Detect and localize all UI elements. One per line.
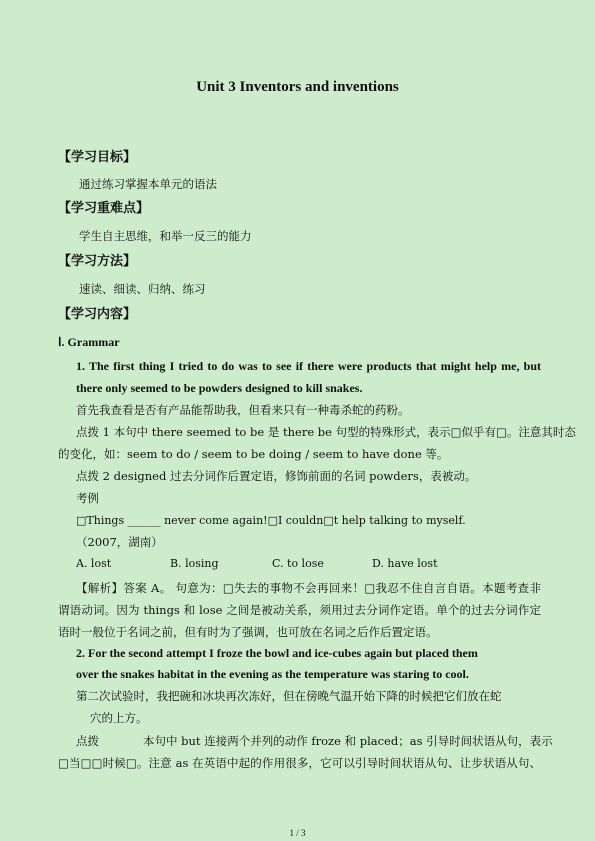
analysis-line2: 谓语动词。因为 things 和 lose 之间是被动关系，须用过去分词作定语。单个的过去分词作定 [58, 603, 541, 617]
method-text: 速读、细读、归纳、练习 [79, 282, 206, 296]
goal-heading: 【学习目标】 [58, 150, 137, 165]
page-number: 1 / 3 [289, 828, 306, 838]
analysis-line3: 语时一般位于名词之前，但有时为了强调，也可放在名词之后作后置定语。 [58, 625, 438, 639]
example-source: （2007，湖南） [76, 535, 163, 549]
example-question: □Things ______ never come again!□I couldn□t help talking to myself. [76, 514, 466, 527]
tip1-line2: 的变化，如：seem to do / seem to be doing / seem to have done 等。 [58, 447, 449, 461]
sentence1-line1: 1. The first thing I tried to do was to see if there were products that might help me, but [76, 359, 541, 373]
page-title: Unit 3 Inventors and inventions [196, 79, 399, 95]
grammar-heading: Ⅰ. Grammar [58, 335, 120, 349]
option-b: B. losing [170, 557, 219, 570]
key-text: 学生自主思维，和举一反三的能力 [79, 229, 252, 243]
option-c: C. to lose [272, 557, 324, 570]
sentence2-translation-line2: 穴的上方。 [90, 711, 148, 725]
sentence1-translation: 首先我查看是否有产品能帮助我，但看来只有一种毒杀蛇的药粉。 [76, 403, 410, 417]
method-heading: 【学习方法】 [58, 254, 137, 269]
analysis-line1: 【解析】答案 A。 句意为：□失去的事物不会再回来！□我忍不住自言自语。本题考查非 [76, 581, 541, 595]
tip1-line1: 点拨 1 本句中 there seemed to be 是 there be 句型的特殊形式，表示□似乎有□。注意其时态 [76, 425, 576, 439]
sentence2-line2: over the snakes habitat in the evening as the temperature was staring to cool. [76, 667, 469, 681]
tip3-line2: □当□□时候□。注意 as 在英语中起的作用很多，它可以引导时间状语从句、让步状语从句、 [58, 756, 541, 770]
tip2: 点拨 2 designed 过去分词作后置定语，修饰前面的名词 powders，表被动。 [76, 469, 477, 483]
sentence1-line2: there only seemed to be powders designed to kill snakes. [76, 381, 363, 395]
sentence2-line1: 2. For the second attempt I froze the bowl and ice-cubes again but placed them [76, 646, 478, 660]
tip3-label: 点拨 [76, 734, 99, 748]
example-label: 考例 [76, 491, 99, 505]
content-heading: 【学习内容】 [58, 307, 137, 322]
goal-text: 通过练习掌握本单元的语法 [79, 177, 217, 191]
tip3-line1: 本句中 but 连接两个并列的动作 froze 和 placed；as 引导时间状语从句，表示 [143, 734, 553, 748]
key-heading: 【学习重难点】 [58, 201, 150, 216]
option-a: A. lost [76, 557, 112, 570]
sentence2-translation-line1: 第二次试验时，我把碗和冰块再次冻好，但在傍晚气温开始下降的时候把它们放在蛇 [76, 689, 502, 703]
option-d: D. have lost [372, 557, 438, 570]
